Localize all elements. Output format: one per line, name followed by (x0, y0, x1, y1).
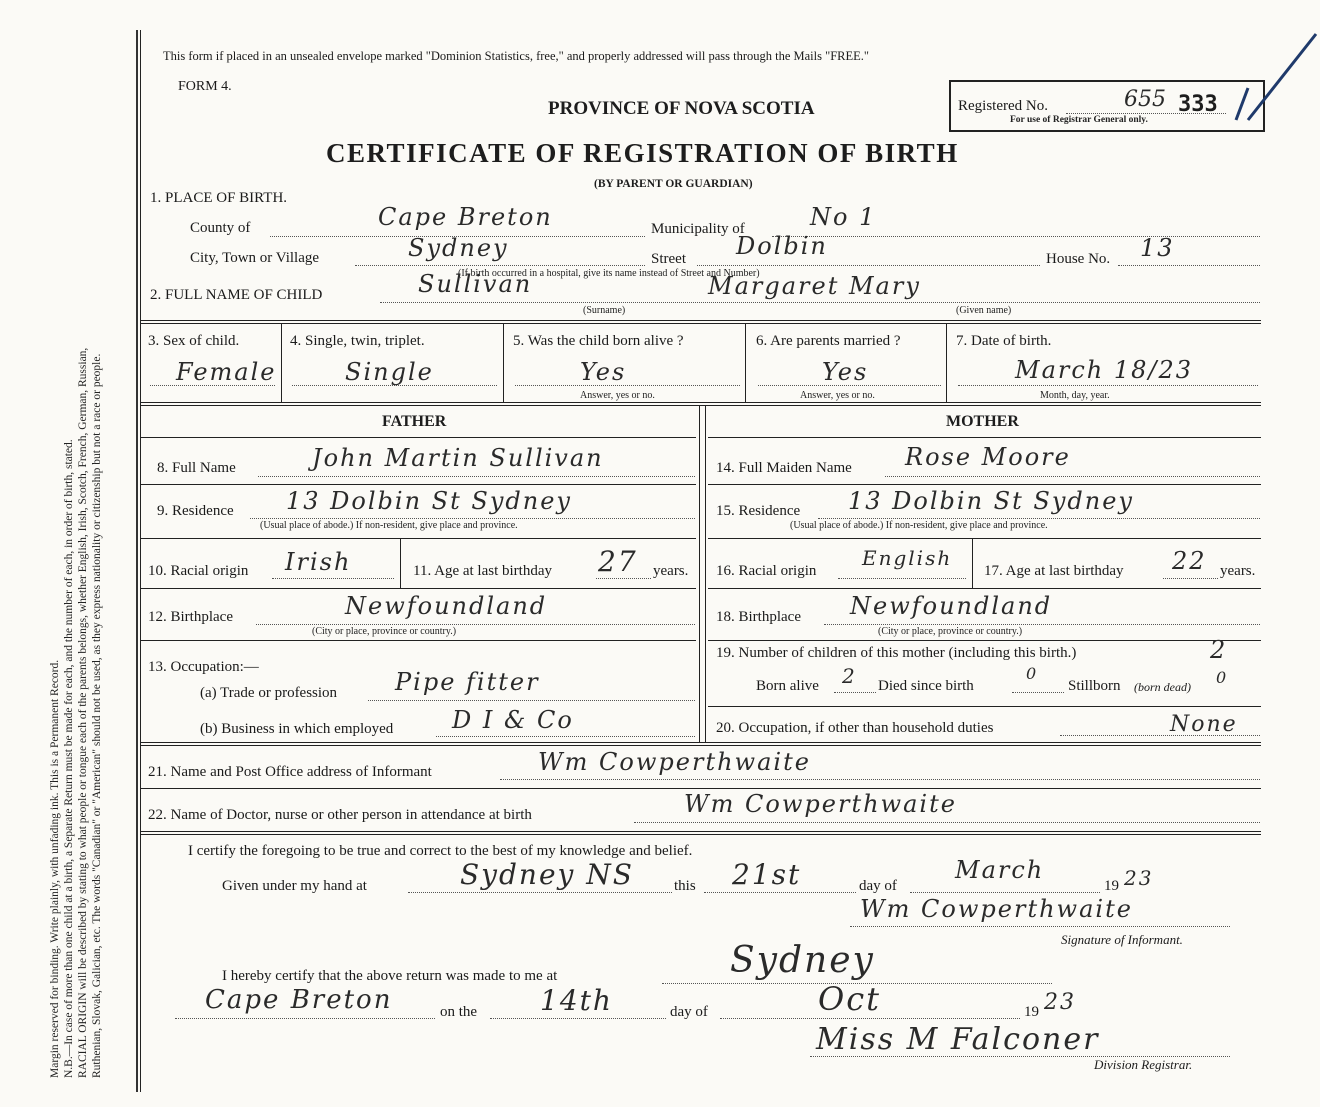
registrar-day-value: 14th (540, 984, 613, 1017)
father-trade-line (368, 700, 695, 701)
doctor-label: 22. Name of Doctor, nurse or other person in attendance at birth (148, 807, 532, 823)
mother-age-line (1163, 578, 1218, 579)
registrar-statement: I hereby certify that the above return was made to me at (222, 968, 558, 984)
father-birthplace-value: Newfoundland (345, 592, 548, 620)
registrar-use-note: For use of Registrar General only. (1010, 115, 1148, 125)
margin-note-2: N.B.—In case of more than one child at a birth, a Separate Return must be made for each, and the number of each, in order of birth, stated. (63, 439, 75, 1078)
father-age-line (596, 578, 651, 579)
mother-rule-5 (708, 640, 1261, 641)
mother-age-value: 22 (1172, 547, 1207, 575)
stillborn-label: Stillborn (1068, 678, 1121, 694)
parents-divider-b (705, 406, 706, 742)
year-prefix: 19 (1104, 878, 1119, 894)
registered-label: Registered No. (958, 98, 1048, 114)
street-value: Dolbin (736, 232, 828, 260)
born-alive-count-value: 2 (842, 664, 857, 688)
city-value: Sydney (408, 234, 509, 262)
died-label: Died since birth (878, 678, 974, 694)
given-day-value: 21st (732, 858, 802, 891)
father-age-value: 27 (598, 545, 638, 578)
father-birthplace-label: 12. Birthplace (148, 609, 233, 625)
given-day-line (704, 892, 856, 893)
on-the-label: on the (440, 1004, 478, 1020)
born-alive-note: Answer, yes or no. (580, 390, 655, 401)
registrar-day-line (490, 1018, 666, 1019)
certificate-subtitle: (BY PARENT OR GUARDIAN) (594, 178, 753, 190)
plurality-label: 4. Single, twin, triplet. (290, 333, 425, 349)
mother-birthplace-label: 18. Birthplace (716, 609, 801, 625)
mother-occupation-label: 20. Occupation, if other than household duties (716, 720, 994, 736)
married-value: Yes (822, 358, 869, 386)
mother-residence-line (818, 518, 1260, 519)
dob-label: 7. Date of birth. (956, 333, 1052, 349)
rule-2b (140, 405, 1261, 406)
rule-3b (140, 745, 1261, 746)
doctor-value: Wm Cowperthwaite (684, 790, 957, 818)
child-given-name: Margaret Mary (708, 272, 921, 300)
rule-5b (140, 834, 1261, 835)
mother-rule-4 (708, 588, 1261, 589)
father-business-label: (b) Business in which employed (200, 721, 394, 737)
rule-3 (140, 742, 1261, 743)
pen-check-mark (1228, 30, 1320, 125)
father-business-value: D I & Co (452, 706, 574, 734)
mother-rule-3 (708, 538, 1261, 539)
municipality-label: Municipality of (651, 221, 745, 237)
mother-race-line (838, 578, 966, 579)
father-birthplace-line (256, 624, 695, 625)
registrar-county-value: Cape Breton (205, 985, 393, 1015)
father-race-value: Irish (285, 548, 352, 576)
mother-birthplace-note: (City or place, province or country.) (878, 626, 1023, 637)
form-number: FORM 4. (178, 79, 232, 94)
registered-number-stamp: 333 (1178, 92, 1218, 117)
mother-years-label: years. (1220, 563, 1256, 579)
binding-rule-inner (140, 30, 141, 1092)
given-place-value: Sydney NS (460, 858, 634, 891)
father-rule-5 (140, 640, 696, 641)
father-residence-value: 13 Dolbin St Sydney (286, 487, 572, 515)
parents-divider (699, 406, 700, 742)
day-of-label: day of (859, 878, 897, 894)
registrar-county-line (175, 1018, 435, 1019)
father-heading: FATHER (382, 413, 447, 430)
given-month-value: March (955, 856, 1045, 884)
registrar-place-value: Sydney (730, 940, 875, 981)
given-name-note: (Given name) (956, 305, 1012, 316)
rule-4 (140, 788, 1261, 789)
father-race-line (272, 578, 394, 579)
informant-value: Wm Cowperthwaite (538, 748, 811, 776)
father-birthplace-note: (City or place, province or country.) (312, 626, 457, 637)
surname-note: (Surname) (583, 305, 626, 316)
col-sep-2 (503, 324, 504, 402)
born-alive-count-label: Born alive (756, 678, 819, 694)
county-value: Cape Breton (378, 203, 553, 231)
father-residence-label: 9. Residence (157, 503, 234, 519)
dob-line (958, 385, 1258, 386)
father-rule-1 (140, 437, 696, 438)
mother-rule-6 (708, 706, 1261, 707)
rule-1 (140, 320, 1261, 321)
mother-name-value: Rose Moore (905, 443, 1071, 471)
hospital-note: (If birth occurred in a hospital, give its name instead of Street and Number) (458, 268, 760, 279)
house-line (1118, 265, 1260, 266)
father-rule-3 (140, 538, 696, 539)
informant-line (500, 779, 1260, 780)
margin-note-1: Margin reserved for binding. Write plainly, with unfading ink. This is a Permanent Record. (49, 659, 61, 1078)
certificate-title: CERTIFICATE OF REGISTRATION OF BIRTH (326, 138, 959, 168)
died-line (1012, 692, 1064, 693)
father-race-sep (400, 538, 401, 588)
signature-line (850, 926, 1230, 927)
sex-label: 3. Sex of child. (148, 333, 240, 349)
given-year-value: 23 (1124, 866, 1154, 890)
mother-residence-value: 13 Dolbin St Sydney (848, 487, 1134, 515)
informant-label: 21. Name and Post Office address of Informant (148, 764, 432, 780)
child-surname: Sullivan (418, 270, 533, 298)
registrar-month-line (720, 1018, 1020, 1019)
mother-children-label: 19. Number of children of this mother (including this birth.) (716, 645, 1077, 661)
dob-value: March 18/23 (1015, 356, 1194, 384)
province-heading: PROVINCE OF NOVA SCOTIA (548, 98, 815, 119)
married-note: Answer, yes or no. (800, 390, 875, 401)
father-abode-note: (Usual place of abode.) If non-resident, give place and province. (260, 520, 518, 531)
father-business-line (436, 736, 695, 737)
col-sep-1 (281, 324, 282, 402)
father-trade-label: (a) Trade or profession (200, 685, 338, 701)
street-line (697, 265, 1040, 266)
municipality-value: No 1 (810, 203, 877, 231)
mother-heading: MOTHER (946, 413, 1019, 430)
signature-label: Signature of Informant. (1061, 932, 1183, 947)
father-name-value: John Martin Sullivan (312, 444, 604, 472)
dob-note: Month, day, year. (1040, 390, 1110, 401)
child-name-line (380, 302, 1260, 303)
father-rule-4 (140, 588, 696, 589)
rule-2 (140, 402, 1261, 403)
mother-occupation-value: None (1170, 712, 1238, 737)
father-residence-line (250, 518, 695, 519)
informant-signature: Wm Cowperthwaite (860, 895, 1133, 923)
stillborn-note: (born dead) (1134, 680, 1191, 694)
registrar-signature: Miss M Falconer (816, 1022, 1100, 1057)
mother-birthplace-line (824, 624, 1260, 625)
stillborn-value: 0 (1216, 668, 1229, 687)
father-age-label: 11. Age at last birthday (413, 563, 552, 579)
house-label: House No. (1046, 251, 1111, 267)
mother-abode-note: (Usual place of abode.) If non-resident, give place and province. (790, 520, 1048, 531)
binding-rule (136, 30, 138, 1092)
doctor-line (634, 822, 1260, 823)
mother-race-value: English (862, 546, 953, 570)
father-occupation-label: 13. Occupation:— (148, 659, 259, 675)
born-alive-label: 5. Was the child born alive ? (513, 333, 684, 349)
col-sep-3 (745, 324, 746, 402)
given-month-line (910, 892, 1100, 893)
registrar-day-of-label: day of (670, 1004, 708, 1020)
city-line (355, 265, 645, 266)
registrar-year-value: 23 (1044, 990, 1076, 1015)
margin-note-4: Ruthenian, Slovak, Galician, etc. The words "Canadian" or "American" should not be used, as they express nationality or citizenship but not a race or people. (91, 353, 103, 1078)
mother-rule-1 (708, 437, 1261, 438)
died-value: 0 (1026, 664, 1039, 683)
mother-age-label: 17. Age at last birthday (984, 563, 1124, 579)
registrar-month-value: Oct (818, 980, 882, 1018)
col-sep-4 (946, 324, 947, 402)
mother-race-sep (972, 538, 973, 588)
street-label: Street (651, 251, 686, 267)
house-value: 13 (1140, 234, 1175, 262)
registered-number-handwritten: 655 (1124, 87, 1166, 112)
registrar-year-prefix: 19 (1024, 1004, 1039, 1020)
municipality-line (772, 236, 1260, 237)
registrar-signature-label: Division Registrar. (1094, 1057, 1193, 1072)
father-name-line (258, 476, 695, 477)
margin-note-3: RACIAL ORIGIN will be described by stating to what people or tongue each of the parents belongs, whether English, Irish, Scotch, French, German, Russian, (77, 347, 89, 1078)
mother-rule-2 (708, 484, 1261, 485)
born-alive-count-line (834, 692, 876, 693)
father-name-label: 8. Full Name (157, 460, 236, 476)
postal-note: This form if placed in an unsealed envelope marked "Dominion Statistics, free," and properly addressed will pass through the Mails "FREE." (163, 49, 870, 63)
father-race-label: 10. Racial origin (148, 563, 249, 579)
county-label: County of (190, 220, 251, 236)
given-under-hand-label: Given under my hand at (222, 878, 367, 894)
mother-name-line (885, 476, 1260, 477)
mother-name-label: 14. Full Maiden Name (716, 460, 852, 476)
mother-children-value: 2 (1210, 636, 1228, 664)
born-alive-line (515, 385, 740, 386)
mother-residence-label: 15. Residence (716, 503, 801, 519)
certify-statement: I certify the foregoing to be true and correct to the best of my knowledge and belief. (188, 843, 693, 859)
rule-5 (140, 831, 1261, 832)
father-rule-2 (140, 484, 696, 485)
this-label: this (674, 878, 696, 894)
born-alive-value: Yes (580, 358, 627, 386)
married-label: 6. Are parents married ? (756, 333, 901, 349)
rule-1b (140, 323, 1261, 324)
plurality-value: Single (345, 358, 434, 386)
given-place-line (408, 892, 672, 893)
father-years-label: years. (653, 563, 689, 579)
place-heading: 1. PLACE OF BIRTH. (150, 190, 288, 206)
mother-race-label: 16. Racial origin (716, 563, 817, 579)
father-trade-value: Pipe fitter (395, 668, 540, 696)
city-label: City, Town or Village (190, 250, 320, 266)
margin-notes (48, 8, 138, 1078)
child-name-label: 2. FULL NAME OF CHILD (150, 287, 323, 303)
mother-birthplace-value: Newfoundland (850, 592, 1053, 620)
sex-value: Female (176, 358, 277, 386)
